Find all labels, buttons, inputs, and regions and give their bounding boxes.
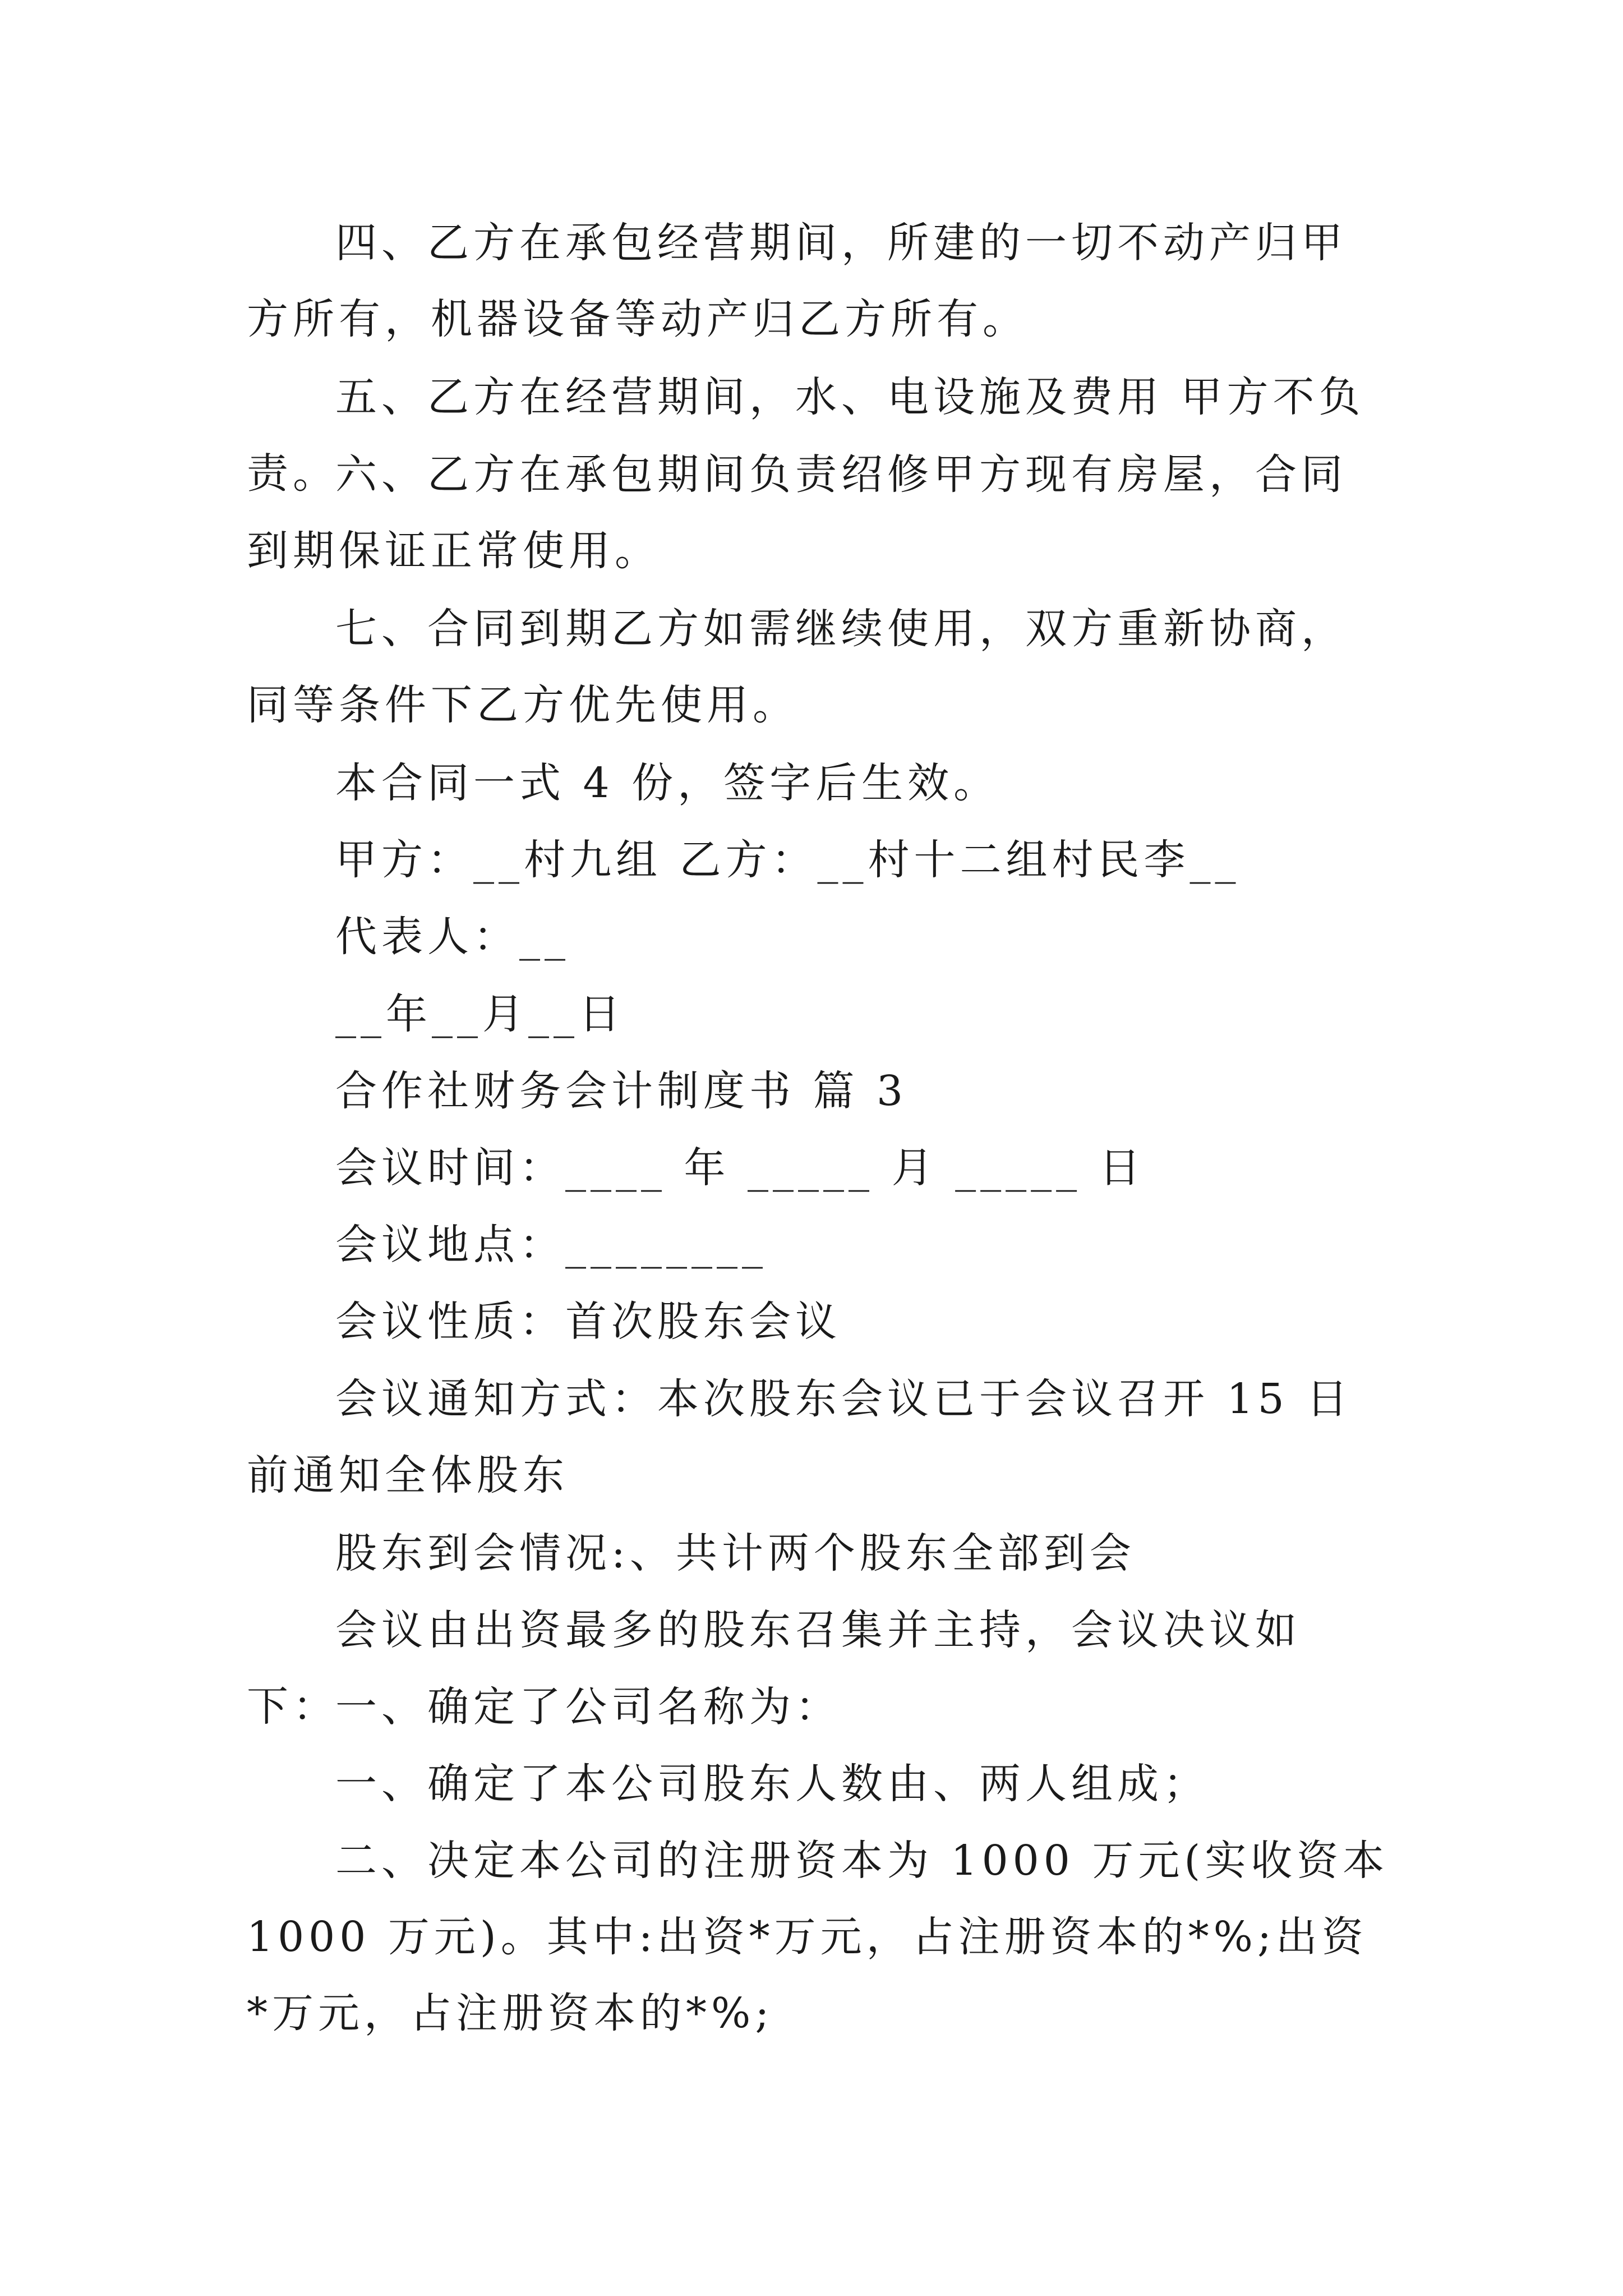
paragraph-clause-4: 四、乙方在承包经营期间，所建的一切不动产归甲方所有，机器设备等动产归乙方所有。 — [247, 219, 1347, 343]
paragraph-resolution-name: 一、确定了公司名称为： — [335, 1683, 841, 1731]
paragraph-clause-5: 五、乙方在经营期间，水、电设施及费用 甲方不负责。 — [247, 373, 1365, 498]
paragraph-attendance: 股东到会情况:、共计两个股东全部到会 — [335, 1529, 1136, 1577]
paragraph-date: __年__月__日 — [335, 990, 625, 1038]
paragraph-clause-6: 六、乙方在承包期间负责绍修甲方现有房屋，合同到期保证正常使用。 — [247, 450, 1347, 575]
section-heading: 合作社财务会计制度书 篇 3 — [335, 1067, 908, 1115]
paragraph-representative: 代表人：__ — [335, 913, 570, 961]
paragraph-resolution-shareholders: 一、确定了本公司股东人数由、两人组成； — [335, 1760, 1209, 1808]
paragraph-meeting-notice: 会议通知方式：本次股东会议已于会议召开 15 日前通知全体股东 — [247, 1375, 1353, 1499]
paragraph-resolution-capital: 二、决定本公司的注册资本为 1000 万元(实收资本 1000 万元)。其中:出资*万元，占注册资本的*%;出资*万元，占注册资本的*%; — [247, 1837, 1407, 2037]
paragraph-meeting-nature: 会议性质：首次股东会议 — [335, 1297, 841, 1346]
paragraph-meeting-time: 会议时间：____ 年 _____ 月 _____ 日 — [335, 1144, 1145, 1192]
paragraph-meeting-place: 会议地点：________ — [335, 1221, 767, 1269]
paragraph-parties: 甲方：__村九组 乙方：__村十二组村民李__ — [335, 836, 1241, 884]
paragraph-chair: 会议由出资最多的股东召集并主持，会议决议如下： — [247, 1606, 1301, 1731]
paragraph-copies: 本合同一式 4 份，签字后生效。 — [335, 759, 1000, 807]
paragraph-clause-7: 七、合同到期乙方如需继续使用，双方重新协商，同等条件下乙方优先使用。 — [247, 605, 1347, 729]
